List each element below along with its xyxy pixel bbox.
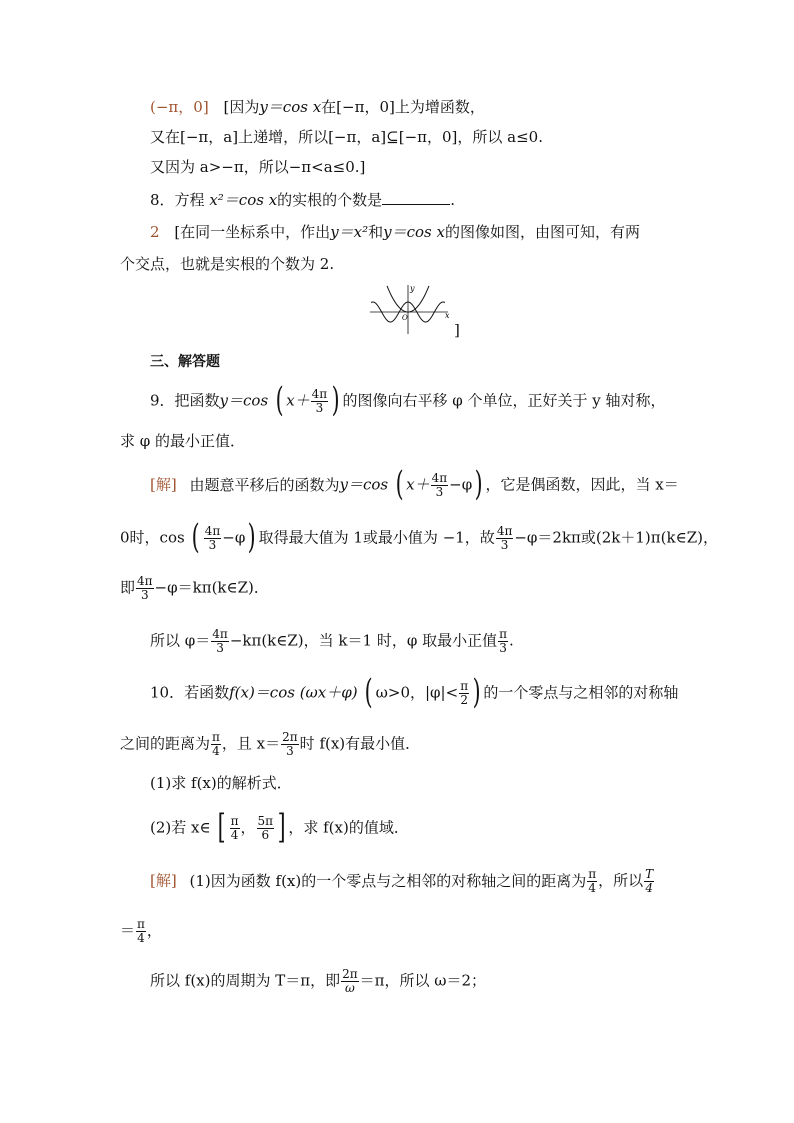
solution-7-line-1: (−π，0] [因为y＝cos x在[−π，0]上为增函数， xyxy=(150,98,485,116)
answer-blank xyxy=(382,190,450,205)
answer-8: 2 xyxy=(150,223,160,241)
fraction: $\frac{\pi}{4}$ xyxy=(588,867,597,895)
fraction: $\frac{\pi}{3}$ xyxy=(499,627,507,655)
fraction: $\frac{\pi}{2}$ xyxy=(460,679,469,707)
question-9-line-1: 9．把函数y＝cos ( x＋ $\frac{4\pi}{3}$ ) 的图像向右平移 φ 个单位，正好关于 y 轴对称， xyxy=(150,379,666,420)
x-axis-label: x xyxy=(445,311,450,320)
solution-tag: [解] xyxy=(150,871,177,890)
solution-7-line-2: 又在[−π，a]上递增，所以[−π，a]⊆[−π，0]，所以 a≤0. xyxy=(150,128,543,146)
fraction: $\frac{2\pi}{3}$ xyxy=(282,730,298,758)
solution-9-line-2: 0时，cos ( $\frac{4\pi}{3}$ −φ) 取得最大值为 1或最小值为 −1，故 $\frac{4\pi}{3}$ −φ＝2kπ或(2k＋1)π(k∈Z)， xyxy=(120,516,718,557)
solution-7-line-3: 又因为 a>−π，所以−π<a≤0.] xyxy=(150,158,366,176)
question-10-line-1: 10．若函数f(x)＝cos (ωx＋φ) ( ω>0，|φ|< $\frac{\pi}{2}$ ) 的一个零点与之相邻的对称轴 xyxy=(150,671,679,712)
solution-9-line-3: 即 $\frac{4\pi}{3}$ −φ＝kπ(k∈Z)． xyxy=(120,574,269,602)
solution-9-line-4: 所以 φ＝ $\frac{4\pi}{3}$ −kπ(k∈Z)，当 k＝1 时，φ 取最小正值 $\frac{\pi}{3}$ . xyxy=(150,627,514,655)
origin-label: O xyxy=(402,314,408,322)
graph-figure xyxy=(368,282,458,338)
fraction: $\frac{\pi}{4}$ xyxy=(230,814,239,842)
figure-close-bracket: ] xyxy=(454,321,460,339)
question-10-line-2: 之间的距离为 $\frac{\pi}{4}$ ，且 x＝ $\frac{2\pi}{3}$ 时 f(x)有最小值． xyxy=(120,730,421,758)
fraction: $\frac{2\pi}{\omega}$ xyxy=(342,967,358,995)
question-10-part-1: (1)求 f(x)的解析式． xyxy=(150,774,292,792)
solution-8-line-2: 个交点，也就是实根的个数为 2. xyxy=(120,255,335,273)
solution-10-line-1: [解] (1)因为函数 f(x)的一个零点与之相邻的对称轴之间的距离为 $\frac{\pi}{4}$ ，所以 $\frac{T}{4}$ xyxy=(150,867,654,895)
fraction: $\frac{4\pi}{3}$ xyxy=(212,627,228,655)
solution-10-line-2: ＝ $\frac{\pi}{4}$ ， xyxy=(120,917,162,945)
solution-tag: [解] xyxy=(150,475,177,494)
fraction: $\frac{4\pi}{3}$ xyxy=(431,471,448,499)
answer-7: (−π，0] xyxy=(150,98,209,116)
fraction: $\frac{4\pi}{3}$ xyxy=(204,524,221,552)
fraction: $\frac{\pi}{4}$ xyxy=(137,917,145,945)
solution-10-line-3: 所以 f(x)的周期为 T＝π，即 $\frac{2\pi}{\omega}$ ＝π，所以 ω＝2； xyxy=(150,967,487,995)
fraction: $\frac{5\pi}{6}$ xyxy=(257,814,274,842)
solution-9-line-1: [解] 由题意平移后的函数为y＝cos ( x＋ $\frac{4\pi}{3}$ −φ) ，它是偶函数，因此，当 x＝ xyxy=(150,463,679,504)
question-8: 8．方程 x²＝cos x的实根的个数是 . xyxy=(150,191,455,209)
fraction: $\frac{4\pi}{3}$ xyxy=(311,387,328,415)
fraction: $\frac{T}{4}$ xyxy=(645,867,654,895)
question-10-part-2: (2)若 x∈ [ $\frac{\pi}{4}$ ， $\frac{5\pi}{6}$ ] ，求 f(x)的值域． xyxy=(150,806,409,847)
fraction: $\frac{\pi}{4}$ xyxy=(212,730,220,758)
question-9-line-2: 求 φ 的最小正值． xyxy=(120,432,246,450)
fraction: $\frac{4\pi}{3}$ xyxy=(137,574,153,602)
fraction: $\frac{4\pi}{3}$ xyxy=(496,524,513,552)
y-axis-label: y xyxy=(410,284,415,293)
solution-8-line-1: 2 [在同一坐标系中，作出y＝x²和y＝cos x的图像如图，由图可知，有两 xyxy=(150,223,641,241)
section-heading: 三、解答题 xyxy=(150,354,220,370)
